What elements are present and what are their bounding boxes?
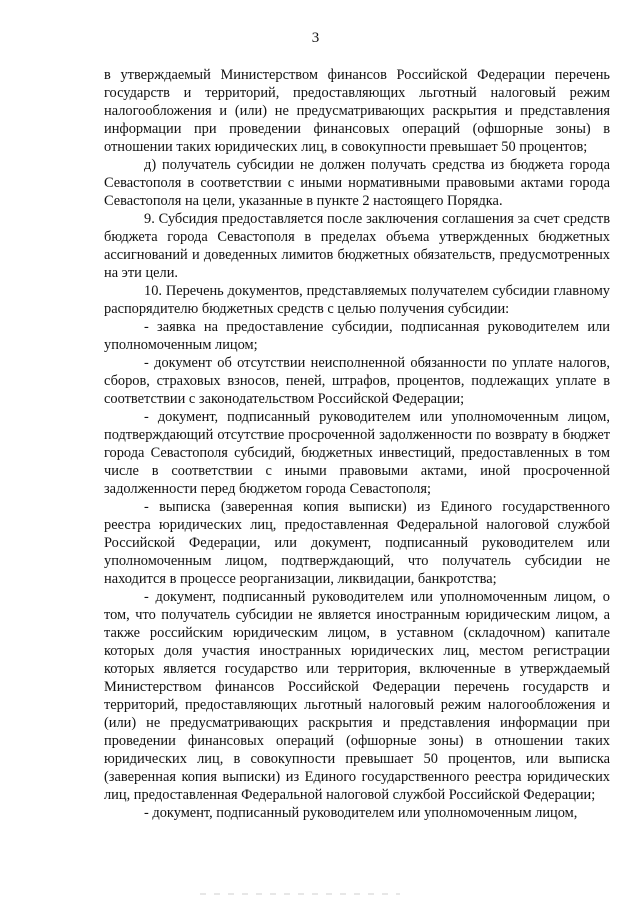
list-item-signed-document: - документ, подписанный руководителем или уполномоченным лицом, — [144, 805, 578, 821]
paragraph-continuation: в утверждаемый Министерством финансов Российской Федерации перечень государств и территорий, предоставляющих льготный налоговый режим налогообложения и (или) не предусматривающих раскрытия и представления информации при проведении финансовых операций (офшорные зоны) в отношении таких юридических лиц, в совокупности превышает 50 процентов; — [104, 67, 610, 155]
list-item-registry-extract: - выписка (заверенная копия выписки) из Единого государственного реестра юридических лиц, предоставленная Федеральной налоговой службой Российской Федерации, или документ, подписанный руководителем или уполномоченным лицом, подтверждающий, что получатель субсидии не находится в процессе реорганизации, ликвидации, банкротства; — [104, 499, 610, 587]
list-item-application: - заявка на предоставление субсидии, подписанная руководителем или уполномоченным лицом; — [104, 319, 610, 353]
paragraph-item-d: д) получатель субсидии не должен получать средства из бюджета города Севастополя в соответствии с иными нормативными правовыми актами города Севастополя на цели, указанные в пункте 2 настоящего Порядка. — [104, 157, 610, 209]
paragraph-clause-9: 9. Субсидия предоставляется после заключения соглашения за счет средств бюджета города Севастополя в пределах объема утвержденных бюджетных ассигнований и доведенных лимитов бюджетных обязательств, предусмотренных на эти цели. — [104, 211, 610, 281]
scan-artifact — [200, 893, 400, 895]
document-body — [104, 66, 610, 822]
list-item-no-overdue-debt: - документ, подписанный руководителем или уполномоченным лицом, подтверждающий отсутствие просроченной задолженности по возврату в бюджет города Севастополя субсидий, бюджетных инвестиций, предоставленных в том числе в соответствии с иными правовыми актами, иной просроченной задолженности перед бюджетом города Севастополя; — [104, 409, 610, 497]
page-number: 3 — [311, 30, 320, 46]
list-item-not-foreign-entity: - документ, подписанный руководителем или уполномоченным лицом, о том, что получатель субсидии не является иностранным юридическим лицом, а также российским юридическим лицом, в уставном (складочном) капитале которых доля участия иностранных юридических лиц, местом регистрации которых является государство или территория, включенные в утверждаемый Министерством финансов Российской Федерации перечень государств и территорий, предоставляющих льготный налоговый режим налогообложения и (или) не предусматривающих раскрытия и представления информации при проведении финансовых операций (офшорные зоны) в отношении таких юридических лиц, в совокупности превышает 50 процентов, или выписка (заверенная копия выписки) из Единого государственного реестра юридических лиц, предоставленная Федеральной налоговой службой Российской Федерации; — [104, 589, 610, 803]
list-item-no-tax-debt: - документ об отсутствии неисполненной обязанности по уплате налогов, сборов, страховых взносов, пеней, штрафов, процентов, подлежащих уплате в соответствии с законодательством Российской Федерации; — [104, 355, 610, 407]
paragraph-clause-10: 10. Перечень документов, представляемых получателем субсидии главному распорядителю бюджетных средств с целью получения субсидии: — [104, 283, 610, 317]
